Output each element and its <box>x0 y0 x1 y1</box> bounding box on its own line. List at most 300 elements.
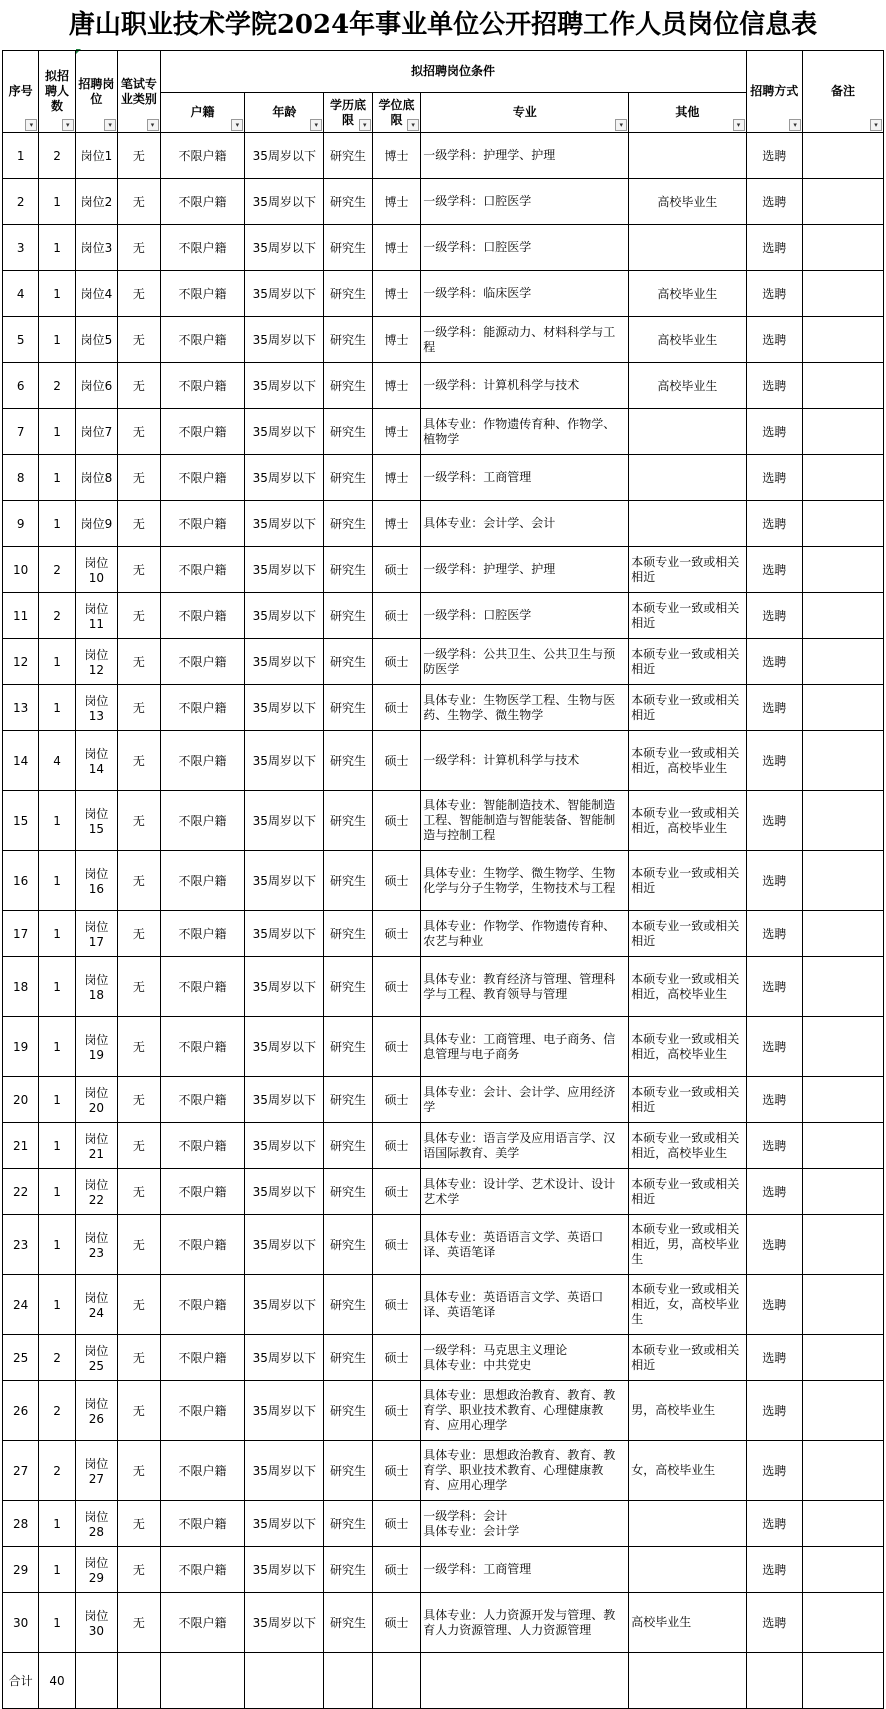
cell-degree[interactable]: 硕士 <box>372 685 420 731</box>
cell-remark[interactable] <box>803 1275 884 1335</box>
cell-hukou[interactable]: 不限户籍 <box>160 455 245 501</box>
empty-cell[interactable] <box>746 1653 803 1709</box>
cell-remark[interactable] <box>803 1215 884 1275</box>
cell-post[interactable]: 岗位14 <box>75 731 117 791</box>
cell-remark[interactable] <box>803 1335 884 1381</box>
cell-seq[interactable]: 20 <box>3 1077 39 1123</box>
cell-other[interactable]: 高校毕业生 <box>629 317 746 363</box>
cell-method[interactable]: 选聘 <box>746 179 803 225</box>
cell-degree[interactable]: 硕士 <box>372 1169 420 1215</box>
cell-major[interactable]: 一级学科：公共卫生、公共卫生与预防医学 <box>421 639 629 685</box>
cell-seq[interactable]: 27 <box>3 1441 39 1501</box>
cell-method[interactable]: 选聘 <box>746 271 803 317</box>
cell-degree[interactable]: 博士 <box>372 225 420 271</box>
cell-exam[interactable]: 无 <box>118 363 160 409</box>
cell-post[interactable]: 岗位20 <box>75 1077 117 1123</box>
cell-major[interactable]: 一级学科：计算机科学与技术 <box>421 731 629 791</box>
cell-remark[interactable] <box>803 1017 884 1077</box>
cell-other[interactable]: 本硕专业一致或相关相近 <box>629 1077 746 1123</box>
cell-exam[interactable]: 无 <box>118 731 160 791</box>
cell-edu[interactable]: 研究生 <box>324 1381 372 1441</box>
cell-method[interactable]: 选聘 <box>746 455 803 501</box>
cell-major[interactable]: 一级学科：计算机科学与技术 <box>421 363 629 409</box>
filter-dropdown-icon[interactable]: ▾ <box>25 119 37 131</box>
cell-remark[interactable] <box>803 1593 884 1653</box>
cell-count[interactable]: 1 <box>39 1501 75 1547</box>
cell-other[interactable] <box>629 225 746 271</box>
cell-method[interactable]: 选聘 <box>746 791 803 851</box>
cell-method[interactable]: 选聘 <box>746 957 803 1017</box>
cell-degree[interactable]: 博士 <box>372 179 420 225</box>
cell-method[interactable]: 选聘 <box>746 911 803 957</box>
cell-post[interactable]: 岗位6 <box>75 363 117 409</box>
cell-remark[interactable] <box>803 791 884 851</box>
cell-exam[interactable]: 无 <box>118 957 160 1017</box>
cell-degree[interactable]: 硕士 <box>372 1547 420 1593</box>
cell-edu[interactable]: 研究生 <box>324 1335 372 1381</box>
cell-count[interactable]: 1 <box>39 851 75 911</box>
cell-post[interactable]: 岗位25 <box>75 1335 117 1381</box>
empty-cell[interactable] <box>421 1653 629 1709</box>
cell-method[interactable]: 选聘 <box>746 1381 803 1441</box>
cell-remark[interactable] <box>803 1077 884 1123</box>
cell-post[interactable]: 岗位10 <box>75 547 117 593</box>
cell-post[interactable]: 岗位27 <box>75 1441 117 1501</box>
cell-post[interactable]: 岗位8 <box>75 455 117 501</box>
cell-edu[interactable]: 研究生 <box>324 1441 372 1501</box>
cell-hukou[interactable]: 不限户籍 <box>160 1123 245 1169</box>
cell-major[interactable]: 具体专业：生物医学工程、生物与医药、生物学、微生物学 <box>421 685 629 731</box>
cell-age[interactable]: 35周岁以下 <box>245 1123 324 1169</box>
cell-post[interactable]: 岗位15 <box>75 791 117 851</box>
cell-major[interactable]: 具体专业：思想政治教育、教育、教育学、职业技术教育、心理健康教育、应用心理学 <box>421 1381 629 1441</box>
cell-hukou[interactable]: 不限户籍 <box>160 639 245 685</box>
cell-post[interactable]: 岗位5 <box>75 317 117 363</box>
cell-age[interactable]: 35周岁以下 <box>245 685 324 731</box>
cell-age[interactable]: 35周岁以下 <box>245 1547 324 1593</box>
cell-count[interactable]: 1 <box>39 1547 75 1593</box>
cell-exam[interactable]: 无 <box>118 547 160 593</box>
cell-method[interactable]: 选聘 <box>746 1547 803 1593</box>
cell-degree[interactable]: 博士 <box>372 133 420 179</box>
cell-method[interactable]: 选聘 <box>746 547 803 593</box>
cell-remark[interactable] <box>803 317 884 363</box>
cell-major[interactable]: 具体专业：人力资源开发与管理、教育人力资源管理、人力资源管理 <box>421 1593 629 1653</box>
cell-edu[interactable]: 研究生 <box>324 957 372 1017</box>
cell-major[interactable]: 具体专业：作物遗传育种、作物学、植物学 <box>421 409 629 455</box>
cell-other[interactable]: 本硕专业一致或相关相近，高校毕业生 <box>629 1123 746 1169</box>
cell-hukou[interactable]: 不限户籍 <box>160 1381 245 1441</box>
filter-dropdown-icon[interactable]: ▾ <box>147 119 159 131</box>
cell-post[interactable]: 岗位24 <box>75 1275 117 1335</box>
cell-edu[interactable]: 研究生 <box>324 639 372 685</box>
cell-other[interactable]: 本硕专业一致或相关相近 <box>629 685 746 731</box>
cell-count[interactable]: 1 <box>39 791 75 851</box>
cell-hukou[interactable]: 不限户籍 <box>160 1275 245 1335</box>
empty-cell[interactable] <box>160 1653 245 1709</box>
cell-other[interactable]: 本硕专业一致或相关相近，高校毕业生 <box>629 957 746 1017</box>
cell-remark[interactable] <box>803 547 884 593</box>
cell-major[interactable]: 一级学科：口腔医学 <box>421 593 629 639</box>
cell-seq[interactable]: 23 <box>3 1215 39 1275</box>
filter-dropdown-icon[interactable]: ▾ <box>789 119 801 131</box>
cell-degree[interactable]: 硕士 <box>372 1275 420 1335</box>
cell-seq[interactable]: 11 <box>3 593 39 639</box>
cell-hukou[interactable]: 不限户籍 <box>160 685 245 731</box>
cell-remark[interactable] <box>803 271 884 317</box>
cell-count[interactable]: 1 <box>39 1017 75 1077</box>
cell-hukou[interactable]: 不限户籍 <box>160 1441 245 1501</box>
cell-post[interactable]: 岗位2 <box>75 179 117 225</box>
cell-exam[interactable]: 无 <box>118 133 160 179</box>
cell-other[interactable]: 男，高校毕业生 <box>629 1381 746 1441</box>
cell-major[interactable]: 一级学科：会计 具体专业：会计学 <box>421 1501 629 1547</box>
cell-exam[interactable]: 无 <box>118 271 160 317</box>
cell-remark[interactable] <box>803 957 884 1017</box>
cell-age[interactable]: 35周岁以下 <box>245 1017 324 1077</box>
cell-age[interactable]: 35周岁以下 <box>245 1593 324 1653</box>
cell-count[interactable]: 2 <box>39 133 75 179</box>
cell-major[interactable]: 具体专业：英语语言文学、英语口译、英语笔译 <box>421 1215 629 1275</box>
empty-cell[interactable] <box>803 1653 884 1709</box>
cell-hukou[interactable]: 不限户籍 <box>160 593 245 639</box>
cell-age[interactable]: 35周岁以下 <box>245 593 324 639</box>
cell-degree[interactable]: 博士 <box>372 455 420 501</box>
cell-other[interactable]: 本硕专业一致或相关相近 <box>629 1169 746 1215</box>
cell-seq[interactable]: 16 <box>3 851 39 911</box>
cell-other[interactable]: 高校毕业生 <box>629 179 746 225</box>
cell-other[interactable] <box>629 501 746 547</box>
cell-other[interactable]: 高校毕业生 <box>629 363 746 409</box>
cell-other[interactable] <box>629 409 746 455</box>
cell-exam[interactable]: 无 <box>118 593 160 639</box>
cell-edu[interactable]: 研究生 <box>324 317 372 363</box>
cell-age[interactable]: 35周岁以下 <box>245 911 324 957</box>
cell-hukou[interactable]: 不限户籍 <box>160 363 245 409</box>
cell-hukou[interactable]: 不限户籍 <box>160 271 245 317</box>
cell-seq[interactable]: 5 <box>3 317 39 363</box>
cell-exam[interactable]: 无 <box>118 501 160 547</box>
cell-remark[interactable] <box>803 1547 884 1593</box>
cell-other[interactable]: 本硕专业一致或相关相近，高校毕业生 <box>629 731 746 791</box>
cell-major[interactable]: 具体专业：设计学、艺术设计、设计艺术学 <box>421 1169 629 1215</box>
cell-other[interactable]: 高校毕业生 <box>629 271 746 317</box>
cell-count[interactable]: 1 <box>39 1593 75 1653</box>
total-label[interactable]: 合计 <box>3 1653 39 1709</box>
cell-method[interactable]: 选聘 <box>746 1501 803 1547</box>
cell-remark[interactable] <box>803 225 884 271</box>
cell-edu[interactable]: 研究生 <box>324 271 372 317</box>
cell-post[interactable]: 岗位12 <box>75 639 117 685</box>
cell-edu[interactable]: 研究生 <box>324 409 372 455</box>
cell-hukou[interactable]: 不限户籍 <box>160 133 245 179</box>
cell-method[interactable]: 选聘 <box>746 1275 803 1335</box>
empty-cell[interactable] <box>629 1653 746 1709</box>
cell-count[interactable]: 1 <box>39 957 75 1017</box>
cell-hukou[interactable]: 不限户籍 <box>160 179 245 225</box>
cell-major[interactable]: 一级学科：能源动力、材料科学与工程 <box>421 317 629 363</box>
cell-hukou[interactable]: 不限户籍 <box>160 1077 245 1123</box>
cell-method[interactable]: 选聘 <box>746 317 803 363</box>
cell-method[interactable]: 选聘 <box>746 1123 803 1169</box>
cell-remark[interactable] <box>803 179 884 225</box>
cell-degree[interactable]: 硕士 <box>372 639 420 685</box>
cell-degree[interactable]: 硕士 <box>372 1335 420 1381</box>
cell-major[interactable]: 一级学科：护理学、护理 <box>421 133 629 179</box>
cell-other[interactable]: 本硕专业一致或相关相近 <box>629 1335 746 1381</box>
cell-exam[interactable]: 无 <box>118 1501 160 1547</box>
cell-post[interactable]: 岗位21 <box>75 1123 117 1169</box>
cell-post[interactable]: 岗位30 <box>75 1593 117 1653</box>
cell-major[interactable]: 一级学科：口腔医学 <box>421 179 629 225</box>
cell-method[interactable]: 选聘 <box>746 851 803 911</box>
cell-hukou[interactable]: 不限户籍 <box>160 791 245 851</box>
cell-degree[interactable]: 博士 <box>372 501 420 547</box>
cell-edu[interactable]: 研究生 <box>324 501 372 547</box>
cell-post[interactable]: 岗位11 <box>75 593 117 639</box>
cell-degree[interactable]: 博士 <box>372 409 420 455</box>
cell-exam[interactable]: 无 <box>118 179 160 225</box>
cell-post[interactable]: 岗位23 <box>75 1215 117 1275</box>
cell-degree[interactable]: 硕士 <box>372 1123 420 1169</box>
filter-dropdown-icon[interactable]: ▾ <box>310 119 322 131</box>
cell-count[interactable]: 2 <box>39 363 75 409</box>
cell-remark[interactable] <box>803 1501 884 1547</box>
cell-age[interactable]: 35周岁以下 <box>245 851 324 911</box>
cell-remark[interactable] <box>803 911 884 957</box>
filter-dropdown-icon[interactable]: ▾ <box>870 119 882 131</box>
cell-exam[interactable]: 无 <box>118 1441 160 1501</box>
cell-age[interactable]: 35周岁以下 <box>245 179 324 225</box>
cell-major[interactable]: 一级学科：马克思主义理论 具体专业：中共党史 <box>421 1335 629 1381</box>
cell-seq[interactable]: 8 <box>3 455 39 501</box>
cell-hukou[interactable]: 不限户籍 <box>160 501 245 547</box>
cell-major[interactable]: 一级学科：工商管理 <box>421 1547 629 1593</box>
cell-method[interactable]: 选聘 <box>746 593 803 639</box>
cell-age[interactable]: 35周岁以下 <box>245 317 324 363</box>
cell-edu[interactable]: 研究生 <box>324 1077 372 1123</box>
cell-age[interactable]: 35周岁以下 <box>245 1381 324 1441</box>
cell-edu[interactable]: 研究生 <box>324 1547 372 1593</box>
cell-degree[interactable]: 硕士 <box>372 1593 420 1653</box>
cell-seq[interactable]: 21 <box>3 1123 39 1169</box>
cell-method[interactable]: 选聘 <box>746 1169 803 1215</box>
cell-other[interactable] <box>629 455 746 501</box>
cell-degree[interactable]: 博士 <box>372 317 420 363</box>
cell-seq[interactable]: 14 <box>3 731 39 791</box>
cell-seq[interactable]: 9 <box>3 501 39 547</box>
empty-cell[interactable] <box>245 1653 324 1709</box>
cell-post[interactable]: 岗位22 <box>75 1169 117 1215</box>
cell-remark[interactable] <box>803 133 884 179</box>
cell-edu[interactable]: 研究生 <box>324 1275 372 1335</box>
cell-seq[interactable]: 1 <box>3 133 39 179</box>
cell-age[interactable]: 35周岁以下 <box>245 409 324 455</box>
filter-dropdown-icon[interactable]: ▾ <box>62 119 74 131</box>
cell-edu[interactable]: 研究生 <box>324 1017 372 1077</box>
cell-method[interactable]: 选聘 <box>746 685 803 731</box>
cell-count[interactable]: 1 <box>39 409 75 455</box>
cell-method[interactable]: 选聘 <box>746 363 803 409</box>
cell-major[interactable]: 一级学科：临床医学 <box>421 271 629 317</box>
cell-count[interactable]: 1 <box>39 1275 75 1335</box>
cell-other[interactable]: 本硕专业一致或相关相近 <box>629 851 746 911</box>
cell-remark[interactable] <box>803 1169 884 1215</box>
cell-exam[interactable]: 无 <box>118 409 160 455</box>
cell-edu[interactable]: 研究生 <box>324 133 372 179</box>
cell-post[interactable]: 岗位16 <box>75 851 117 911</box>
cell-degree[interactable]: 博士 <box>372 271 420 317</box>
cell-exam[interactable]: 无 <box>118 1169 160 1215</box>
cell-seq[interactable]: 2 <box>3 179 39 225</box>
cell-seq[interactable]: 29 <box>3 1547 39 1593</box>
cell-other[interactable]: 本硕专业一致或相关相近 <box>629 547 746 593</box>
cell-seq[interactable]: 22 <box>3 1169 39 1215</box>
cell-hukou[interactable]: 不限户籍 <box>160 911 245 957</box>
cell-edu[interactable]: 研究生 <box>324 1123 372 1169</box>
cell-post[interactable]: 岗位4 <box>75 271 117 317</box>
cell-hukou[interactable]: 不限户籍 <box>160 1593 245 1653</box>
cell-count[interactable]: 1 <box>39 179 75 225</box>
cell-other[interactable]: 女，高校毕业生 <box>629 1441 746 1501</box>
cell-other[interactable]: 本硕专业一致或相关相近 <box>629 911 746 957</box>
cell-age[interactable]: 35周岁以下 <box>245 731 324 791</box>
cell-remark[interactable] <box>803 409 884 455</box>
cell-count[interactable]: 1 <box>39 225 75 271</box>
cell-edu[interactable]: 研究生 <box>324 851 372 911</box>
cell-count[interactable]: 1 <box>39 685 75 731</box>
cell-exam[interactable]: 无 <box>118 639 160 685</box>
cell-post[interactable]: 岗位9 <box>75 501 117 547</box>
cell-exam[interactable]: 无 <box>118 1017 160 1077</box>
cell-seq[interactable]: 3 <box>3 225 39 271</box>
cell-seq[interactable]: 6 <box>3 363 39 409</box>
cell-age[interactable]: 35周岁以下 <box>245 1501 324 1547</box>
cell-count[interactable]: 1 <box>39 317 75 363</box>
cell-age[interactable]: 35周岁以下 <box>245 225 324 271</box>
cell-hukou[interactable]: 不限户籍 <box>160 1335 245 1381</box>
cell-method[interactable]: 选聘 <box>746 1335 803 1381</box>
cell-major[interactable]: 具体专业：会计学、会计 <box>421 501 629 547</box>
cell-count[interactable]: 2 <box>39 1441 75 1501</box>
cell-seq[interactable]: 17 <box>3 911 39 957</box>
filter-dropdown-icon[interactable]: ▾ <box>407 119 419 131</box>
cell-method[interactable]: 选聘 <box>746 639 803 685</box>
cell-edu[interactable]: 研究生 <box>324 1501 372 1547</box>
cell-age[interactable]: 35周岁以下 <box>245 1441 324 1501</box>
cell-count[interactable]: 1 <box>39 1169 75 1215</box>
cell-count[interactable]: 1 <box>39 639 75 685</box>
cell-edu[interactable]: 研究生 <box>324 1593 372 1653</box>
cell-exam[interactable]: 无 <box>118 1547 160 1593</box>
cell-post[interactable]: 岗位19 <box>75 1017 117 1077</box>
cell-method[interactable]: 选聘 <box>746 501 803 547</box>
cell-degree[interactable]: 硕士 <box>372 1381 420 1441</box>
cell-post[interactable]: 岗位26 <box>75 1381 117 1441</box>
cell-remark[interactable] <box>803 455 884 501</box>
cell-remark[interactable] <box>803 593 884 639</box>
cell-exam[interactable]: 无 <box>118 685 160 731</box>
cell-remark[interactable] <box>803 685 884 731</box>
cell-other[interactable]: 本硕专业一致或相关相近 <box>629 639 746 685</box>
cell-seq[interactable]: 30 <box>3 1593 39 1653</box>
cell-hukou[interactable]: 不限户籍 <box>160 225 245 271</box>
cell-degree[interactable]: 硕士 <box>372 731 420 791</box>
cell-hukou[interactable]: 不限户籍 <box>160 1501 245 1547</box>
cell-other[interactable]: 本硕专业一致或相关相近 <box>629 593 746 639</box>
cell-count[interactable]: 2 <box>39 547 75 593</box>
cell-seq[interactable]: 10 <box>3 547 39 593</box>
cell-edu[interactable]: 研究生 <box>324 179 372 225</box>
cell-exam[interactable]: 无 <box>118 791 160 851</box>
cell-major[interactable]: 一级学科：工商管理 <box>421 455 629 501</box>
cell-degree[interactable]: 硕士 <box>372 1501 420 1547</box>
cell-edu[interactable]: 研究生 <box>324 1169 372 1215</box>
cell-other[interactable]: 本硕专业一致或相关相近，高校毕业生 <box>629 791 746 851</box>
cell-major[interactable]: 具体专业：智能制造技术、智能制造工程、智能制造与智能装备、智能制造与控制工程 <box>421 791 629 851</box>
cell-age[interactable]: 35周岁以下 <box>245 363 324 409</box>
cell-exam[interactable]: 无 <box>118 1593 160 1653</box>
filter-dropdown-icon[interactable]: ▾ <box>733 119 745 131</box>
cell-exam[interactable]: 无 <box>118 1381 160 1441</box>
cell-age[interactable]: 35周岁以下 <box>245 1077 324 1123</box>
cell-age[interactable]: 35周岁以下 <box>245 547 324 593</box>
cell-degree[interactable]: 博士 <box>372 363 420 409</box>
cell-count[interactable]: 1 <box>39 271 75 317</box>
cell-method[interactable]: 选聘 <box>746 225 803 271</box>
cell-seq[interactable]: 25 <box>3 1335 39 1381</box>
cell-post[interactable]: 岗位3 <box>75 225 117 271</box>
cell-other[interactable] <box>629 133 746 179</box>
cell-major[interactable]: 具体专业：作物学、作物遗传育种、农艺与种业 <box>421 911 629 957</box>
cell-hukou[interactable]: 不限户籍 <box>160 957 245 1017</box>
cell-edu[interactable]: 研究生 <box>324 911 372 957</box>
cell-edu[interactable]: 研究生 <box>324 593 372 639</box>
cell-edu[interactable]: 研究生 <box>324 685 372 731</box>
cell-exam[interactable]: 无 <box>118 1077 160 1123</box>
cell-major[interactable]: 具体专业：思想政治教育、教育、教育学、职业技术教育、心理健康教育、应用心理学 <box>421 1441 629 1501</box>
cell-seq[interactable]: 19 <box>3 1017 39 1077</box>
empty-cell[interactable] <box>324 1653 372 1709</box>
cell-age[interactable]: 35周岁以下 <box>245 791 324 851</box>
cell-degree[interactable]: 硕士 <box>372 957 420 1017</box>
cell-edu[interactable]: 研究生 <box>324 455 372 501</box>
cell-hukou[interactable]: 不限户籍 <box>160 1215 245 1275</box>
cell-major[interactable]: 具体专业：英语语言文学、英语口译、英语笔译 <box>421 1275 629 1335</box>
cell-count[interactable]: 1 <box>39 1123 75 1169</box>
cell-age[interactable]: 35周岁以下 <box>245 271 324 317</box>
cell-remark[interactable] <box>803 1123 884 1169</box>
cell-edu[interactable]: 研究生 <box>324 363 372 409</box>
cell-method[interactable]: 选聘 <box>746 1441 803 1501</box>
cell-other[interactable]: 本硕专业一致或相关相近，男，高校毕业生 <box>629 1215 746 1275</box>
empty-cell[interactable] <box>75 1653 117 1709</box>
cell-post[interactable]: 岗位17 <box>75 911 117 957</box>
cell-degree[interactable]: 硕士 <box>372 791 420 851</box>
cell-age[interactable]: 35周岁以下 <box>245 501 324 547</box>
cell-method[interactable]: 选聘 <box>746 1017 803 1077</box>
empty-cell[interactable] <box>118 1653 160 1709</box>
cell-remark[interactable] <box>803 1441 884 1501</box>
cell-other[interactable]: 本硕专业一致或相关相近，高校毕业生 <box>629 1017 746 1077</box>
cell-degree[interactable]: 硕士 <box>372 911 420 957</box>
filter-dropdown-icon[interactable]: ▾ <box>104 119 116 131</box>
cell-remark[interactable] <box>803 731 884 791</box>
cell-age[interactable]: 35周岁以下 <box>245 639 324 685</box>
cell-major[interactable]: 具体专业：工商管理、电子商务、信息管理与电子商务 <box>421 1017 629 1077</box>
cell-exam[interactable]: 无 <box>118 1123 160 1169</box>
cell-seq[interactable]: 15 <box>3 791 39 851</box>
